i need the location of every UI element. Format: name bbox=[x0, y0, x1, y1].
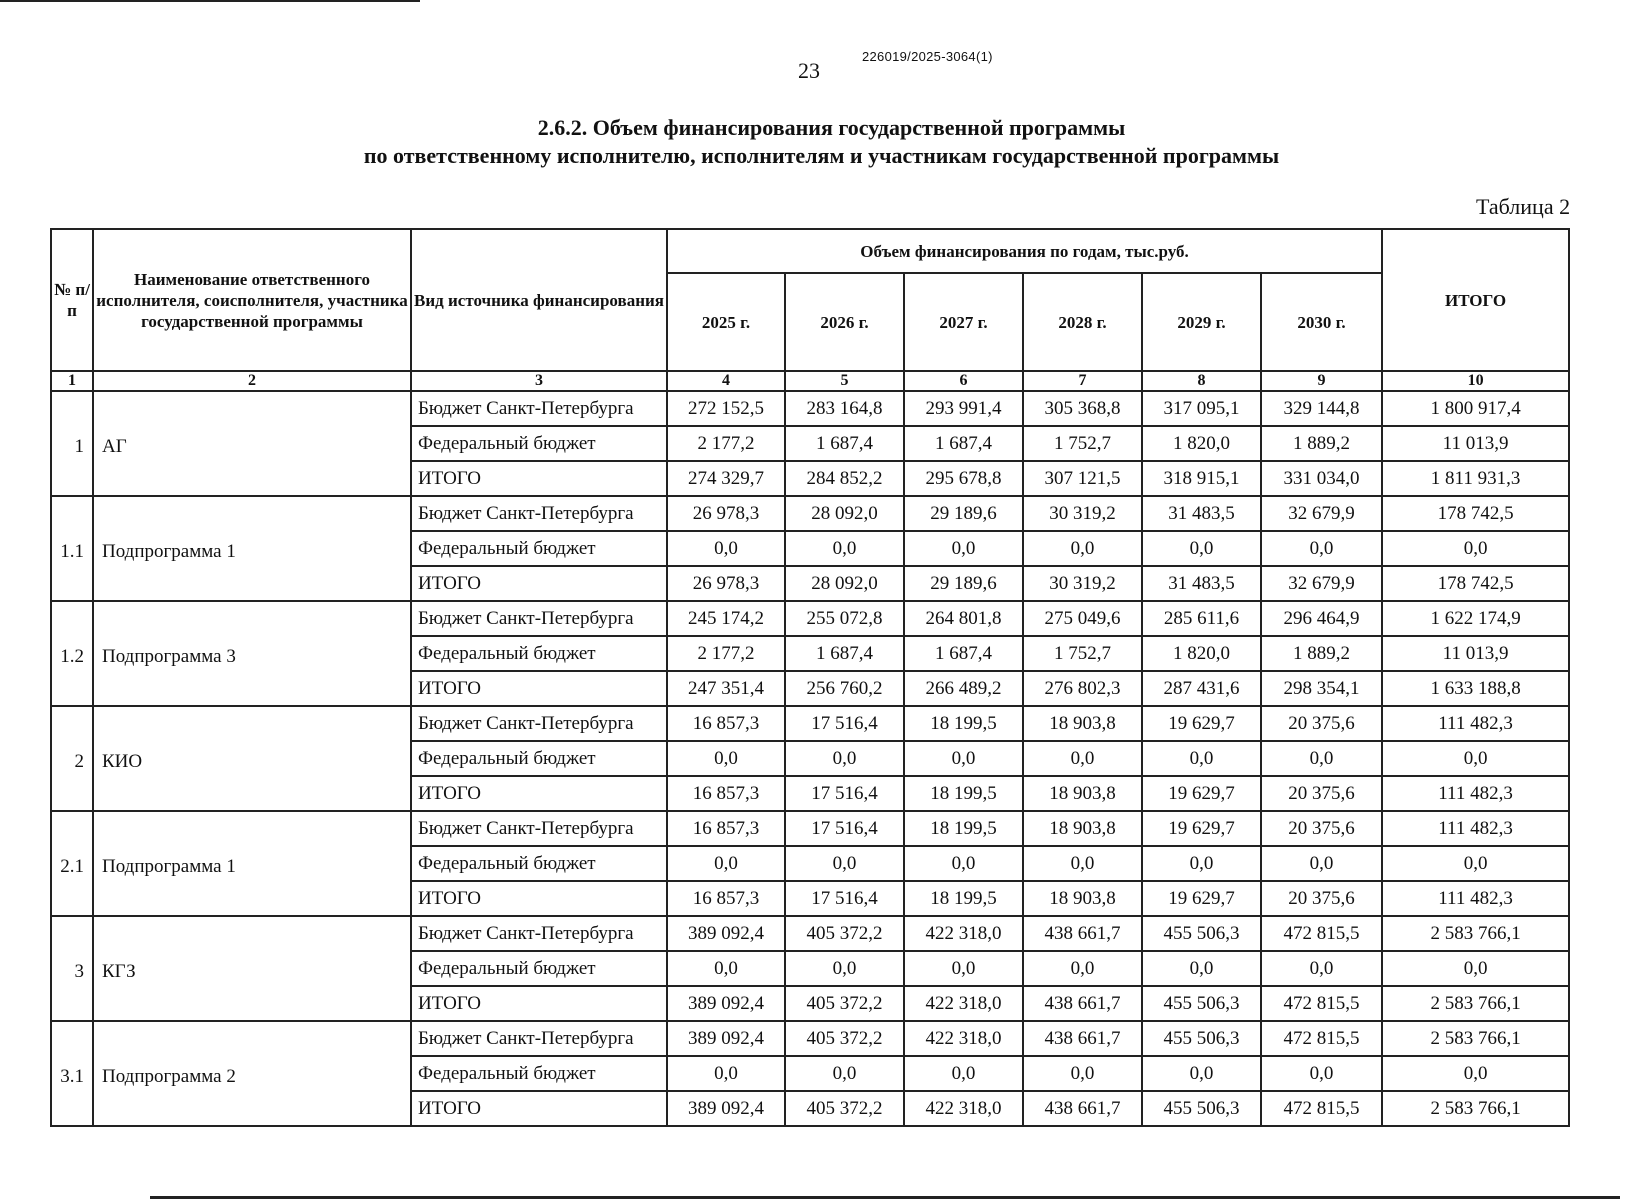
row-index: 1.1 bbox=[51, 496, 93, 601]
total-value: 1 622 174,9 bbox=[1382, 601, 1569, 636]
year-value: 0,0 bbox=[904, 846, 1023, 881]
executor-name: Подпрограмма 2 bbox=[93, 1021, 411, 1126]
funding-source: Федеральный бюджет bbox=[411, 741, 667, 776]
funding-source: Федеральный бюджет bbox=[411, 846, 667, 881]
year-value: 18 199,5 bbox=[904, 881, 1023, 916]
year-value: 285 611,6 bbox=[1142, 601, 1261, 636]
year-value: 31 483,5 bbox=[1142, 496, 1261, 531]
year-value: 293 991,4 bbox=[904, 391, 1023, 426]
year-value: 29 189,6 bbox=[904, 496, 1023, 531]
year-value: 405 372,2 bbox=[785, 1021, 904, 1056]
year-value: 438 661,7 bbox=[1023, 986, 1142, 1021]
year-value: 17 516,4 bbox=[785, 811, 904, 846]
funding-source: Федеральный бюджет bbox=[411, 426, 667, 461]
year-value: 0,0 bbox=[1023, 1056, 1142, 1091]
year-value: 247 351,4 bbox=[667, 671, 785, 706]
year-value: 317 095,1 bbox=[1142, 391, 1261, 426]
scan-edge-top bbox=[0, 0, 420, 2]
year-value: 17 516,4 bbox=[785, 706, 904, 741]
year-value: 18 903,8 bbox=[1023, 881, 1142, 916]
year-value: 1 687,4 bbox=[785, 426, 904, 461]
column-number: 2 bbox=[93, 371, 411, 391]
header-num: № п/п bbox=[51, 229, 93, 371]
year-value: 0,0 bbox=[904, 531, 1023, 566]
year-value: 18 903,8 bbox=[1023, 811, 1142, 846]
year-value: 389 092,4 bbox=[667, 916, 785, 951]
column-number: 4 bbox=[667, 371, 785, 391]
document-code: 226019/2025-3064(1) bbox=[862, 49, 993, 64]
row-index: 2 bbox=[51, 706, 93, 811]
executor-name: Подпрограмма 1 bbox=[93, 811, 411, 916]
year-value: 331 034,0 bbox=[1261, 461, 1382, 496]
header-total: ИТОГО bbox=[1382, 229, 1569, 371]
year-value: 274 329,7 bbox=[667, 461, 785, 496]
year-value: 455 506,3 bbox=[1142, 1021, 1261, 1056]
year-value: 305 368,8 bbox=[1023, 391, 1142, 426]
year-value: 20 375,6 bbox=[1261, 706, 1382, 741]
year-value: 32 679,9 bbox=[1261, 566, 1382, 601]
year-value: 472 815,5 bbox=[1261, 1091, 1382, 1126]
year-value: 298 354,1 bbox=[1261, 671, 1382, 706]
column-number: 9 bbox=[1261, 371, 1382, 391]
funding-source: Бюджет Санкт-Петербурга bbox=[411, 916, 667, 951]
year-value: 18 903,8 bbox=[1023, 706, 1142, 741]
year-value: 283 164,8 bbox=[785, 391, 904, 426]
row-index: 3 bbox=[51, 916, 93, 1021]
total-value: 0,0 bbox=[1382, 531, 1569, 566]
funding-source: Бюджет Санкт-Петербурга bbox=[411, 1021, 667, 1056]
funding-source: Бюджет Санкт-Петербурга bbox=[411, 496, 667, 531]
year-value: 0,0 bbox=[785, 531, 904, 566]
table-body bbox=[51, 391, 1569, 1126]
year-value: 1 687,4 bbox=[785, 636, 904, 671]
year-value: 0,0 bbox=[1023, 951, 1142, 986]
total-value: 178 742,5 bbox=[1382, 566, 1569, 601]
year-value: 18 199,5 bbox=[904, 776, 1023, 811]
year-value: 0,0 bbox=[1261, 846, 1382, 881]
page-title-line-2: по ответственному исполнителю, исполнителям и участникам государственной программы bbox=[363, 143, 1280, 168]
row-index: 3.1 bbox=[51, 1021, 93, 1126]
year-value: 275 049,6 bbox=[1023, 601, 1142, 636]
year-value: 1 687,4 bbox=[904, 426, 1023, 461]
year-value: 0,0 bbox=[785, 1056, 904, 1091]
year-value: 28 092,0 bbox=[785, 496, 904, 531]
year-value: 18 199,5 bbox=[904, 811, 1023, 846]
year-value: 0,0 bbox=[904, 1056, 1023, 1091]
header-year: 2025 г. bbox=[667, 273, 785, 371]
total-value: 1 811 931,3 bbox=[1382, 461, 1569, 496]
header-years-group: Объем финансирования по годам, тыс.руб. bbox=[667, 229, 1382, 273]
year-value: 17 516,4 bbox=[785, 881, 904, 916]
total-value: 11 013,9 bbox=[1382, 636, 1569, 671]
total-value: 111 482,3 bbox=[1382, 776, 1569, 811]
funding-source: ИТОГО bbox=[411, 1091, 667, 1126]
year-value: 1 889,2 bbox=[1261, 636, 1382, 671]
funding-source: ИТОГО bbox=[411, 986, 667, 1021]
year-value: 472 815,5 bbox=[1261, 986, 1382, 1021]
year-value: 26 978,3 bbox=[667, 566, 785, 601]
year-value: 405 372,2 bbox=[785, 1091, 904, 1126]
year-value: 1 752,7 bbox=[1023, 636, 1142, 671]
year-value: 438 661,7 bbox=[1023, 1021, 1142, 1056]
year-value: 0,0 bbox=[785, 741, 904, 776]
year-value: 16 857,3 bbox=[667, 811, 785, 846]
header-year: 2028 г. bbox=[1023, 273, 1142, 371]
total-value: 2 583 766,1 bbox=[1382, 1091, 1569, 1126]
year-value: 0,0 bbox=[1023, 531, 1142, 566]
year-value: 389 092,4 bbox=[667, 986, 785, 1021]
year-value: 0,0 bbox=[785, 846, 904, 881]
year-value: 295 678,8 bbox=[904, 461, 1023, 496]
year-value: 422 318,0 bbox=[904, 1091, 1023, 1126]
year-value: 1 687,4 bbox=[904, 636, 1023, 671]
funding-source: Бюджет Санкт-Петербурга bbox=[411, 391, 667, 426]
executor-name: Подпрограмма 1 bbox=[93, 496, 411, 601]
table-row bbox=[51, 706, 1569, 741]
year-value: 0,0 bbox=[667, 741, 785, 776]
year-value: 16 857,3 bbox=[667, 706, 785, 741]
total-value: 178 742,5 bbox=[1382, 496, 1569, 531]
year-value: 296 464,9 bbox=[1261, 601, 1382, 636]
executor-name: КИО bbox=[93, 706, 411, 811]
year-value: 0,0 bbox=[1261, 951, 1382, 986]
year-value: 0,0 bbox=[667, 951, 785, 986]
column-number: 10 bbox=[1382, 371, 1569, 391]
year-value: 405 372,2 bbox=[785, 986, 904, 1021]
year-value: 31 483,5 bbox=[1142, 566, 1261, 601]
year-value: 2 177,2 bbox=[667, 426, 785, 461]
total-value: 0,0 bbox=[1382, 1056, 1569, 1091]
page-title-line-1: 2.6.2. Объем финансирования государственной программы bbox=[537, 115, 1126, 140]
table-row bbox=[51, 916, 1569, 951]
year-value: 26 978,3 bbox=[667, 496, 785, 531]
scan-edge-bottom bbox=[150, 1196, 1620, 1199]
total-value: 2 583 766,1 bbox=[1382, 1021, 1569, 1056]
year-value: 438 661,7 bbox=[1023, 916, 1142, 951]
year-value: 19 629,7 bbox=[1142, 811, 1261, 846]
header-year: 2026 г. bbox=[785, 273, 904, 371]
page-title bbox=[0, 114, 1633, 170]
header-year: 2030 г. bbox=[1261, 273, 1382, 371]
year-value: 0,0 bbox=[1142, 1056, 1261, 1091]
funding-source: Федеральный бюджет bbox=[411, 951, 667, 986]
year-value: 329 144,8 bbox=[1261, 391, 1382, 426]
year-value: 264 801,8 bbox=[904, 601, 1023, 636]
funding-source: ИТОГО bbox=[411, 566, 667, 601]
funding-source: Федеральный бюджет bbox=[411, 636, 667, 671]
year-value: 18 903,8 bbox=[1023, 776, 1142, 811]
year-value: 20 375,6 bbox=[1261, 881, 1382, 916]
year-value: 0,0 bbox=[1142, 531, 1261, 566]
year-value: 0,0 bbox=[904, 951, 1023, 986]
year-value: 1 820,0 bbox=[1142, 636, 1261, 671]
year-value: 30 319,2 bbox=[1023, 496, 1142, 531]
year-value: 438 661,7 bbox=[1023, 1091, 1142, 1126]
year-value: 29 189,6 bbox=[904, 566, 1023, 601]
year-value: 389 092,4 bbox=[667, 1091, 785, 1126]
year-value: 17 516,4 bbox=[785, 776, 904, 811]
year-value: 16 857,3 bbox=[667, 881, 785, 916]
year-value: 422 318,0 bbox=[904, 986, 1023, 1021]
year-value: 0,0 bbox=[1142, 951, 1261, 986]
row-index: 1.2 bbox=[51, 601, 93, 706]
total-value: 0,0 bbox=[1382, 846, 1569, 881]
funding-source: Федеральный бюджет bbox=[411, 531, 667, 566]
header-source: Вид источника финансирования bbox=[411, 229, 667, 371]
year-value: 1 752,7 bbox=[1023, 426, 1142, 461]
year-value: 20 375,6 bbox=[1261, 811, 1382, 846]
year-value: 287 431,6 bbox=[1142, 671, 1261, 706]
total-value: 111 482,3 bbox=[1382, 706, 1569, 741]
year-value: 422 318,0 bbox=[904, 1021, 1023, 1056]
year-value: 0,0 bbox=[1261, 741, 1382, 776]
total-value: 1 800 917,4 bbox=[1382, 391, 1569, 426]
total-value: 11 013,9 bbox=[1382, 426, 1569, 461]
year-value: 0,0 bbox=[667, 1056, 785, 1091]
funding-source: ИТОГО bbox=[411, 776, 667, 811]
funding-source: Бюджет Санкт-Петербурга bbox=[411, 601, 667, 636]
total-value: 0,0 bbox=[1382, 741, 1569, 776]
page-number: 23 bbox=[798, 58, 820, 83]
executor-name: КГЗ bbox=[93, 916, 411, 1021]
column-number: 5 bbox=[785, 371, 904, 391]
row-index: 2.1 bbox=[51, 811, 93, 916]
total-value: 1 633 188,8 bbox=[1382, 671, 1569, 706]
year-value: 256 760,2 bbox=[785, 671, 904, 706]
year-value: 32 679,9 bbox=[1261, 496, 1382, 531]
year-value: 19 629,7 bbox=[1142, 706, 1261, 741]
total-value: 0,0 bbox=[1382, 951, 1569, 986]
funding-source: Бюджет Санкт-Петербурга bbox=[411, 811, 667, 846]
year-value: 405 372,2 bbox=[785, 916, 904, 951]
year-value: 472 815,5 bbox=[1261, 916, 1382, 951]
year-value: 0,0 bbox=[1261, 531, 1382, 566]
year-value: 0,0 bbox=[1023, 846, 1142, 881]
year-value: 0,0 bbox=[904, 741, 1023, 776]
table-row bbox=[51, 391, 1569, 426]
year-value: 389 092,4 bbox=[667, 1021, 785, 1056]
table-row bbox=[51, 1021, 1569, 1056]
column-number: 7 bbox=[1023, 371, 1142, 391]
column-number: 1 bbox=[51, 371, 93, 391]
table-row bbox=[51, 811, 1569, 846]
year-value: 0,0 bbox=[785, 951, 904, 986]
row-index: 1 bbox=[51, 391, 93, 496]
year-value: 0,0 bbox=[1142, 741, 1261, 776]
year-value: 472 815,5 bbox=[1261, 1021, 1382, 1056]
funding-source: ИТОГО bbox=[411, 671, 667, 706]
year-value: 2 177,2 bbox=[667, 636, 785, 671]
year-value: 245 174,2 bbox=[667, 601, 785, 636]
year-value: 455 506,3 bbox=[1142, 916, 1261, 951]
executor-name: АГ bbox=[93, 391, 411, 496]
year-value: 19 629,7 bbox=[1142, 776, 1261, 811]
year-value: 0,0 bbox=[667, 531, 785, 566]
year-value: 16 857,3 bbox=[667, 776, 785, 811]
table-row bbox=[51, 601, 1569, 636]
year-value: 266 489,2 bbox=[904, 671, 1023, 706]
year-value: 422 318,0 bbox=[904, 916, 1023, 951]
year-value: 19 629,7 bbox=[1142, 881, 1261, 916]
year-value: 455 506,3 bbox=[1142, 986, 1261, 1021]
year-value: 18 199,5 bbox=[904, 706, 1023, 741]
year-value: 0,0 bbox=[1023, 741, 1142, 776]
executor-name: Подпрограмма 3 bbox=[93, 601, 411, 706]
funding-source: ИТОГО bbox=[411, 881, 667, 916]
table-row bbox=[51, 496, 1569, 531]
total-value: 111 482,3 bbox=[1382, 881, 1569, 916]
table-label: Таблица 2 bbox=[1476, 194, 1571, 219]
funding-source: Федеральный бюджет bbox=[411, 1056, 667, 1091]
total-value: 111 482,3 bbox=[1382, 811, 1569, 846]
funding-source: ИТОГО bbox=[411, 461, 667, 496]
year-value: 307 121,5 bbox=[1023, 461, 1142, 496]
total-value: 2 583 766,1 bbox=[1382, 986, 1569, 1021]
year-value: 20 375,6 bbox=[1261, 776, 1382, 811]
header-year: 2027 г. bbox=[904, 273, 1023, 371]
year-value: 0,0 bbox=[1261, 1056, 1382, 1091]
year-value: 30 319,2 bbox=[1023, 566, 1142, 601]
year-value: 455 506,3 bbox=[1142, 1091, 1261, 1126]
year-value: 1 820,0 bbox=[1142, 426, 1261, 461]
financing-table bbox=[50, 228, 1570, 1127]
year-value: 318 915,1 bbox=[1142, 461, 1261, 496]
column-number: 6 bbox=[904, 371, 1023, 391]
year-value: 28 092,0 bbox=[785, 566, 904, 601]
funding-source: Бюджет Санкт-Петербурга bbox=[411, 706, 667, 741]
year-value: 0,0 bbox=[667, 846, 785, 881]
header-name: Наименование ответственного исполнителя, соисполнителя, участника государственной программы bbox=[93, 229, 411, 371]
header-year: 2029 г. bbox=[1142, 273, 1261, 371]
year-value: 1 889,2 bbox=[1261, 426, 1382, 461]
year-value: 284 852,2 bbox=[785, 461, 904, 496]
column-number: 8 bbox=[1142, 371, 1261, 391]
year-value: 272 152,5 bbox=[667, 391, 785, 426]
total-value: 2 583 766,1 bbox=[1382, 916, 1569, 951]
year-value: 276 802,3 bbox=[1023, 671, 1142, 706]
year-value: 255 072,8 bbox=[785, 601, 904, 636]
column-number: 3 bbox=[411, 371, 667, 391]
year-value: 0,0 bbox=[1142, 846, 1261, 881]
